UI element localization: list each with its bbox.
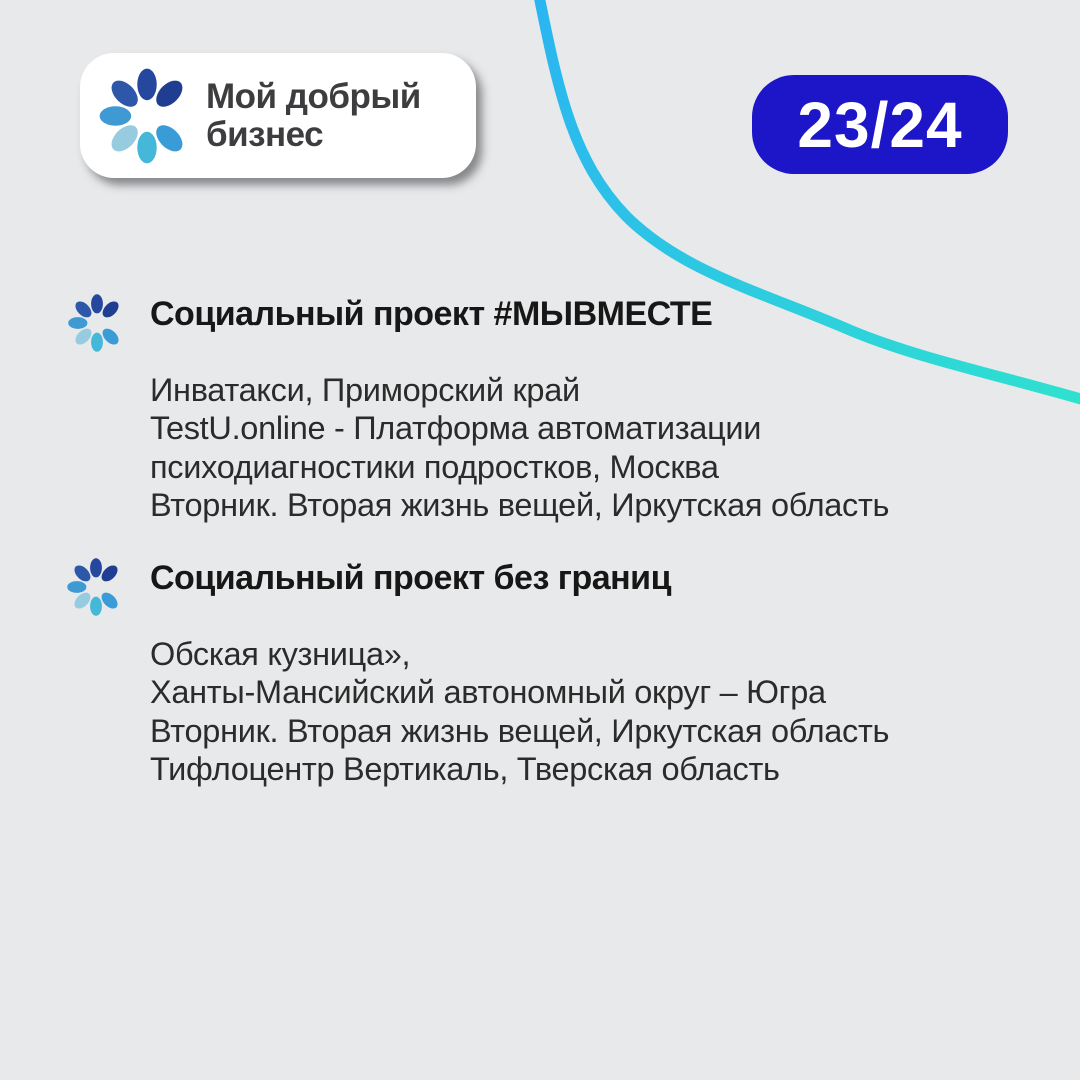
section2-heading: Социальный проект без границ [150, 559, 671, 597]
section1-project-list [150, 371, 889, 525]
logo-title-line2: бизнес [206, 114, 324, 154]
spinner-petal [100, 106, 132, 125]
section2-project-list [150, 635, 889, 789]
curve-path [537, 0, 1080, 404]
spinner-petal [151, 75, 187, 111]
project-line: Ханты-Мансийский автономный округ – Югра [150, 674, 826, 711]
project-line: Тифлоцентр Вертикаль, Тверская область [150, 751, 780, 788]
spinner-petal [151, 120, 187, 156]
section1-spinner-icon [66, 292, 128, 354]
project-line: TestU.online - Платформа автоматизации [150, 410, 762, 447]
section1-heading: Социальный проект #МЫВМЕСТЕ [150, 295, 713, 333]
spinner-petal [67, 581, 86, 593]
logo-title-line1: Мой добрый [206, 76, 421, 116]
project-line: Вторник. Вторая жизнь вещей, Иркутская область [150, 712, 890, 749]
spinner-petal [72, 326, 94, 348]
spinner-petal [100, 298, 122, 320]
spinner-petal [68, 317, 87, 329]
project-line: психодиагностики подростков, Москва [150, 448, 719, 485]
spinner-petal [137, 68, 156, 100]
spinner-petal [100, 326, 122, 348]
spinner-petal [137, 131, 156, 163]
spinner-petal [91, 333, 103, 352]
spinner-petal [107, 120, 143, 156]
project-line: Обская кузница», [150, 636, 411, 672]
spinner-petal [71, 590, 93, 612]
spinner-petal [71, 562, 93, 584]
spinner-petal [107, 75, 143, 111]
page-counter-label: 23/24 [797, 88, 963, 161]
logo-card [80, 53, 476, 178]
page-counter-badge [752, 75, 1008, 174]
logo-title [206, 78, 421, 154]
project-line: Вторник. Вторая жизнь вещей, Иркутская область [150, 487, 890, 524]
spinner-petal [72, 298, 94, 320]
spinner-petal [99, 562, 121, 584]
spinner-petal [90, 558, 102, 577]
spinner-petal [90, 597, 102, 616]
project-line: Инватакси, Приморский край [150, 372, 580, 408]
section2-spinner-icon [65, 556, 127, 618]
spinner-petal [91, 294, 103, 313]
spinner-petal [99, 590, 121, 612]
logo-spinner-icon [96, 65, 198, 167]
